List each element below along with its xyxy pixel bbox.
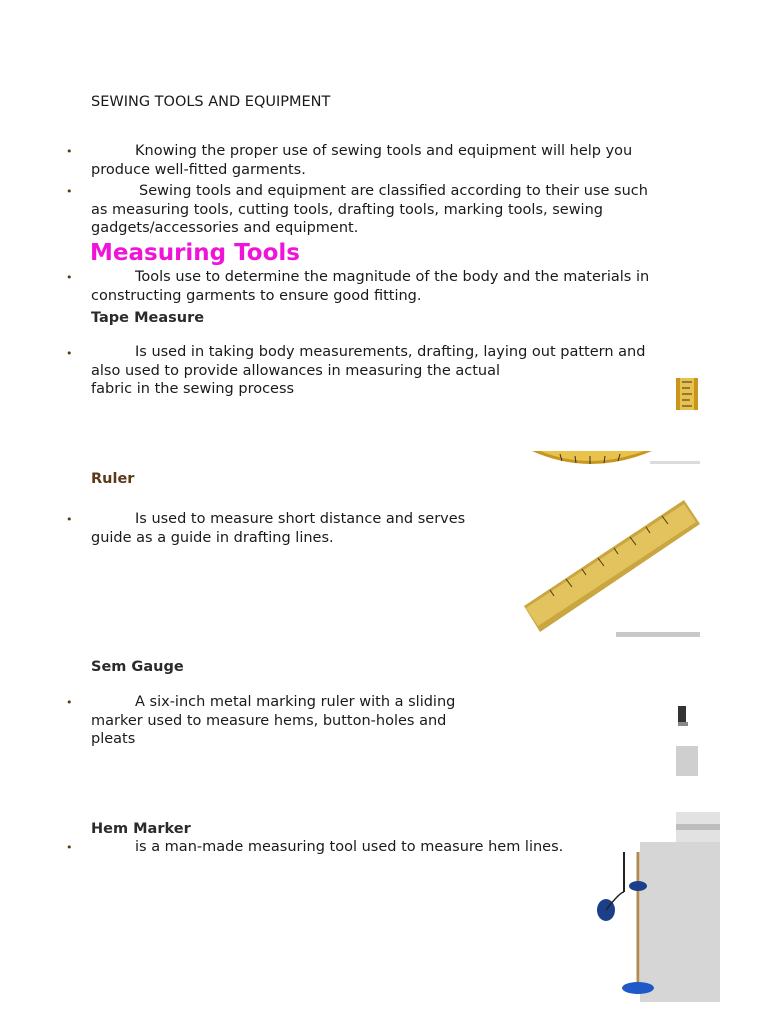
bullet-icon: •: [66, 347, 73, 360]
bullet-icon: •: [66, 271, 73, 284]
text-line: guide as a guide in drafting lines.: [91, 529, 334, 546]
tool-name-ruler: Ruler: [91, 471, 135, 487]
sem-gauge-fragment-icon: [676, 696, 698, 778]
text-line: Is used to measure short distance and serves: [135, 511, 466, 527]
bullet-icon: •: [66, 696, 73, 709]
text-line: A six-inch metal marking ruler with a sliding: [135, 694, 456, 710]
tool-description-sem-gauge: [91, 693, 455, 749]
tool-description-ruler: [91, 510, 465, 547]
text-line: constructing garments to ensure good fitting.: [91, 287, 422, 304]
text-line: fabric in the sewing process: [91, 381, 295, 397]
bullet-icon: •: [66, 513, 73, 526]
text-line: Tools use to determine the magnitude of the body and the materials in: [135, 269, 650, 285]
hem-marker-icon: [580, 812, 720, 1002]
hem-marker-image: [580, 812, 720, 1002]
tape-measure-coil-icon: [530, 451, 700, 471]
text-line: Knowing the proper use of sewing tools and equipment will help you: [135, 143, 633, 159]
section-description: [91, 268, 649, 305]
tool-description-tape-measure: [91, 343, 645, 399]
text-line: Is used in taking body measurements, drafting, laying out pattern and: [135, 344, 646, 360]
tool-description-hem-marker: [91, 838, 563, 857]
bullet-icon: •: [66, 185, 73, 198]
tool-name-tape-measure: Tape Measure: [91, 310, 205, 326]
bullet-icon: •: [66, 841, 73, 854]
tape-measure-image: [676, 378, 698, 410]
intro-paragraph-1: [91, 142, 632, 179]
text-line: Sewing tools and equipment are classified according to their use such: [139, 183, 648, 199]
bullet-icon: •: [66, 145, 73, 158]
text-line: as measuring tools, cutting tools, drafting tools, marking tools, sewing: [91, 201, 603, 218]
intro-paragraph-2: [91, 182, 648, 238]
tape-measure-image-bottom: [530, 451, 700, 471]
tape-measure-fragment-icon: [676, 378, 698, 410]
text-line: pleats: [91, 731, 136, 747]
tool-name-sem-gauge: Sem Gauge: [91, 659, 184, 675]
page-title: SEWING TOOLS AND EQUIPMENT: [91, 94, 331, 110]
ruler-icon: [520, 498, 702, 640]
text-line: is a man-made measuring tool used to measure hem lines.: [135, 839, 564, 855]
text-line: marker used to measure hems, button-holes and: [91, 712, 447, 729]
text-line: gadgets/accessories and equipment.: [91, 220, 359, 236]
sem-gauge-image: [676, 696, 698, 778]
tool-name-hem-marker: Hem Marker: [91, 821, 191, 837]
text-line: produce well-fitted garments.: [91, 161, 306, 178]
section-heading: Measuring Tools: [90, 240, 300, 266]
text-line: also used to provide allowances in measuring the actual: [91, 362, 501, 379]
ruler-image: [520, 498, 702, 640]
